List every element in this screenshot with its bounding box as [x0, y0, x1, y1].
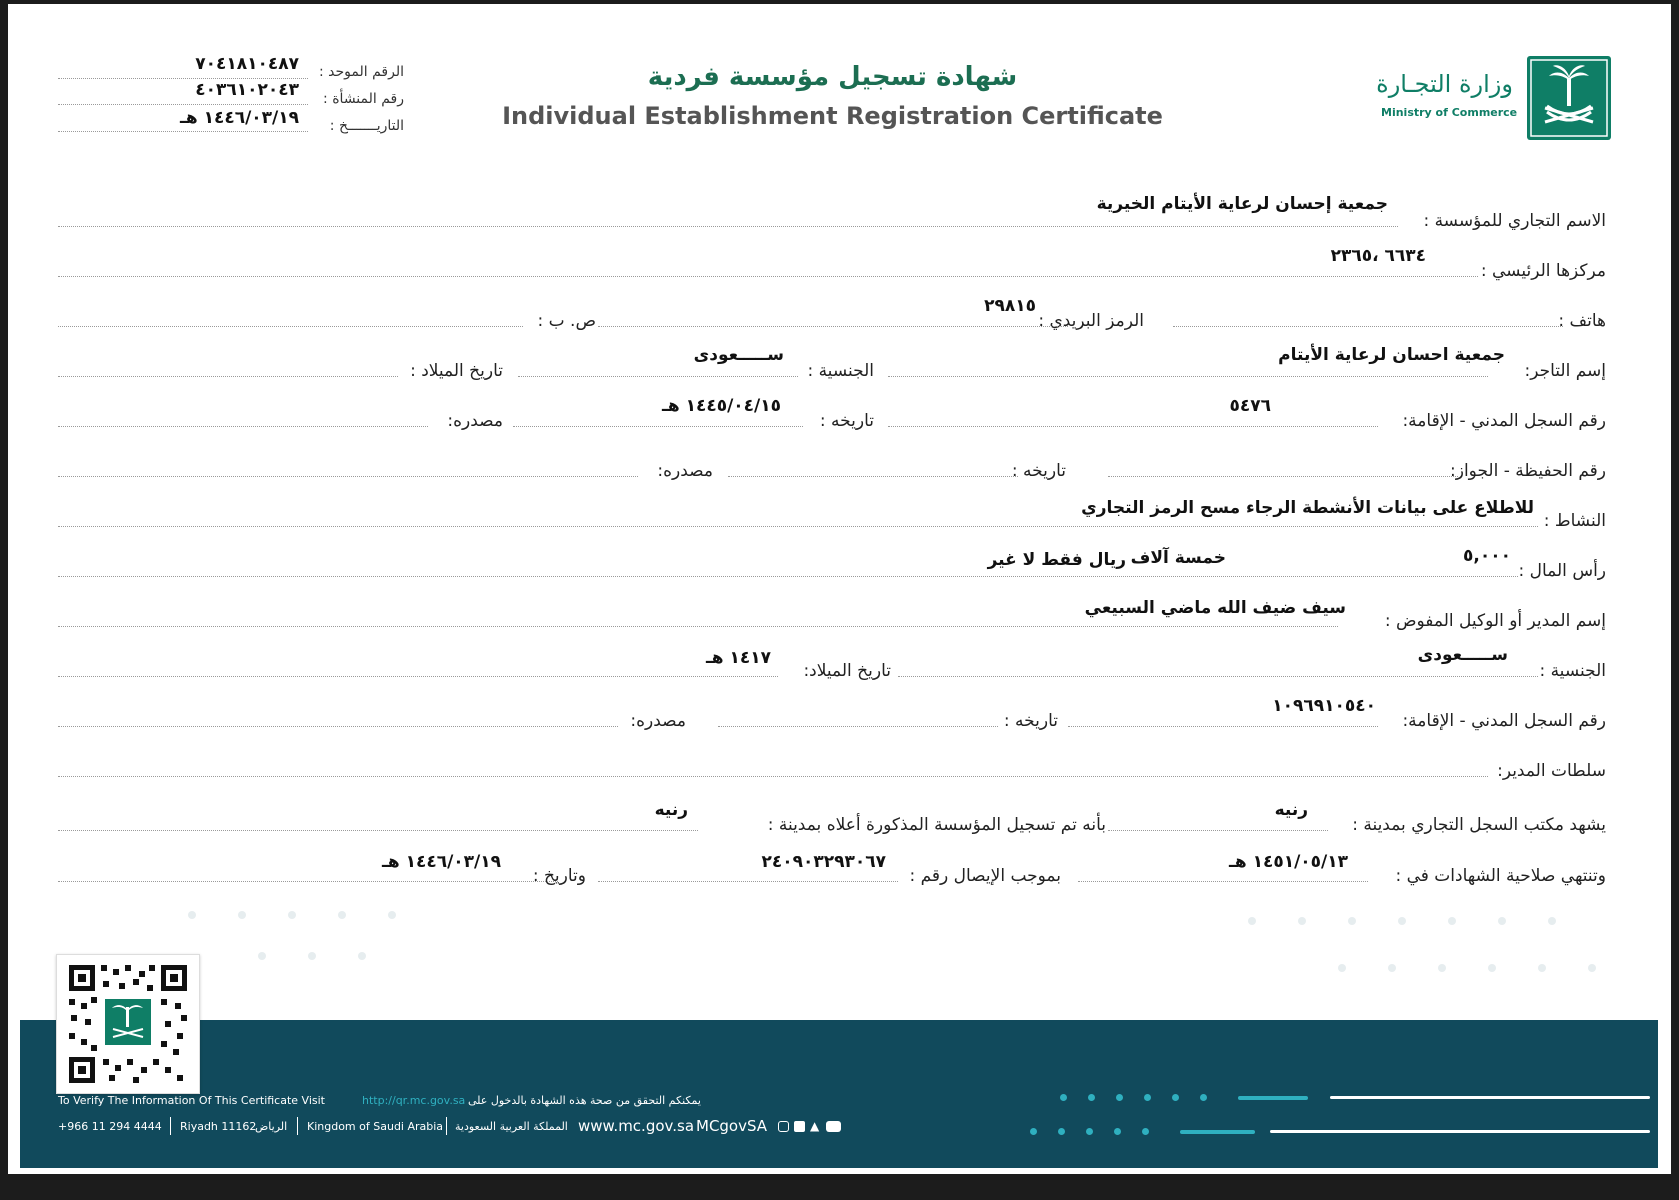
receipt-label: بموجب الإيصال رقم : [909, 866, 1061, 886]
manager-authority-label: سلطات المدير: [1497, 761, 1606, 781]
manager-civil-date-label: تاريخه : [1003, 711, 1058, 731]
header-date-value: ١٤٤٦/٠٣/١٩ هـ [180, 108, 299, 128]
header-date-label: التاريـــــــخ : [329, 118, 404, 134]
expiry-label: وتنتهي صلاحية الشهادات في : [1395, 866, 1606, 886]
youtube-icon[interactable] [826, 1121, 841, 1132]
activity-value: للاطلاع على بيانات الأنشطة الرجاء مسح الرمز التجاري [1081, 498, 1534, 518]
footer-handle: MCgovSA [696, 1117, 768, 1135]
certificate-sheet [8, 4, 1671, 1174]
nationality-value: ســـــعودى [693, 345, 784, 365]
expiry-value: ١٤٥١/٠٥/١٣ هـ [1229, 852, 1348, 872]
civil-id-source-label: مصدره: [447, 411, 503, 431]
civil-id-label: رقم السجل المدني - الإقامة: [1402, 411, 1606, 431]
footer-band [20, 1020, 1658, 1168]
footer-city-en: Riyadh 11162 [180, 1120, 257, 1133]
footer-country-en: Kingdom of Saudi Arabia [307, 1120, 444, 1133]
qr-code-icon [57, 955, 199, 1093]
issue-date-label: وتاريخ : [532, 866, 586, 886]
accent-line [1330, 1096, 1650, 1099]
nationality-label: الجنسية : [807, 361, 874, 381]
po-box-label: ص. ب : [537, 311, 596, 331]
activity-label: النشاط : [1543, 511, 1606, 531]
twitter-icon[interactable]: ▲ [810, 1119, 820, 1133]
title-ar: شهادة تسجيل مؤسسة فردية [647, 62, 1018, 92]
footer-phone: +966 11 294 4444 [58, 1120, 162, 1133]
manager-civil-label: رقم السجل المدني - الإقامة: [1402, 711, 1606, 731]
establishment-number-value: ٤٠٣٦١٠٢٠٤٣ [195, 80, 299, 100]
passport-source-label: مصدره: [657, 461, 713, 481]
capital-words: خمسة آلاف [1130, 548, 1226, 568]
title-en: Individual Establishment Registration Certificate [502, 102, 1163, 130]
passport-label: رقم الحفيظة - الجواز: [1450, 461, 1606, 481]
accent-line [1238, 1096, 1308, 1100]
capital-value: ٥,٠٠٠ [1463, 546, 1511, 566]
civil-id-date-label: تاريخه : [819, 411, 874, 431]
manager-civil-source-label: مصدره: [630, 711, 686, 731]
footer-country-ar: المملكة العربية السعودية [455, 1120, 568, 1133]
phone-label: هاتف : [1558, 311, 1606, 331]
postal-code-label: الرمز البريدي : [1038, 311, 1144, 331]
ministry-name-en: Ministry of Commerce [1381, 106, 1518, 119]
capital-label: رأس المال : [1518, 561, 1606, 581]
manager-label: إسم المدير أو الوكيل المفوض : [1384, 611, 1606, 631]
issue-date-value: ١٤٤٦/٠٣/١٩ هـ [382, 852, 501, 872]
postal-code-value: ٢٩٨١٥ [984, 296, 1036, 316]
instagram-icon[interactable] [778, 1121, 789, 1132]
merchant-name-label: إسم التاجر: [1524, 361, 1606, 381]
office-label: يشهد مكتب السجل التجاري بمدينة : [1352, 815, 1606, 835]
manager-nationality-label: الجنسية : [1539, 661, 1606, 681]
civil-id-value: ٥٤٧٦ [1229, 396, 1271, 416]
civil-id-date-value: ١٤٤٥/٠٤/١٥ هـ [662, 396, 781, 416]
registered-label: بأنه تم تسجيل المؤسسة المذكورة أعلاه بمدينة : [767, 815, 1106, 835]
verify-text-en: To Verify The Information Of This Certificate Visit [58, 1094, 325, 1107]
birth-date-label: تاريخ الميلاد : [410, 361, 503, 381]
accent-line [1270, 1130, 1650, 1133]
office-city: رنيه [1274, 800, 1308, 820]
facebook-icon[interactable] [794, 1121, 805, 1132]
unified-number-value: ٧٠٤١٨١٠٤٨٧ [195, 54, 299, 74]
merchant-name-value: جمعية احسان لرعاية الأيتام [1278, 345, 1505, 365]
passport-date-label: تاريخه : [1011, 461, 1066, 481]
qr-code[interactable] [56, 954, 200, 1094]
accent-line [1180, 1130, 1255, 1134]
trade-name-label: الاسم التجاري للمؤسسة : [1423, 211, 1606, 231]
receipt-value: ٢٤٠٩٠٣٢٩٣٠٦٧ [761, 852, 886, 872]
manager-birth-value: ١٤١٧ هـ [705, 648, 771, 668]
manager-civil-value: ١٠٩٦٩١٠٥٤٠ [1272, 696, 1376, 716]
footer-city-ar: الرياض [255, 1120, 288, 1133]
registered-city: رنيه [654, 800, 688, 820]
establishment-number-label: رقم المنشأة : [323, 91, 404, 107]
unified-number-label: الرقم الموحد : [319, 64, 404, 80]
manager-nationality-value: ســـــعودى [1417, 645, 1508, 665]
headquarters-value: ٦٦٣٤ ،٢٣٦٥ [1330, 246, 1426, 266]
manager-birth-label: تاريخ الميلاد: [803, 661, 891, 681]
footer-website[interactable]: www.mc.gov.sa [578, 1117, 695, 1135]
capital-currency: ريال فقط لا غير [987, 550, 1126, 570]
ministry-name-ar: وزارة التجـارة [1376, 70, 1513, 98]
verify-text-ar: يمكنكم التحقق من صحة هذه الشهادة بالدخول على [468, 1094, 701, 1107]
trade-name-value: جمعية إحسان لرعاية الأيتام الخيرية [1096, 194, 1388, 214]
manager-value: سيف ضيف الله ماضي السبيعي [1084, 598, 1346, 618]
headquarters-label: مركزها الرئيسي : [1480, 261, 1606, 281]
verify-link[interactable]: http://qr.mc.gov.sa [362, 1094, 466, 1107]
